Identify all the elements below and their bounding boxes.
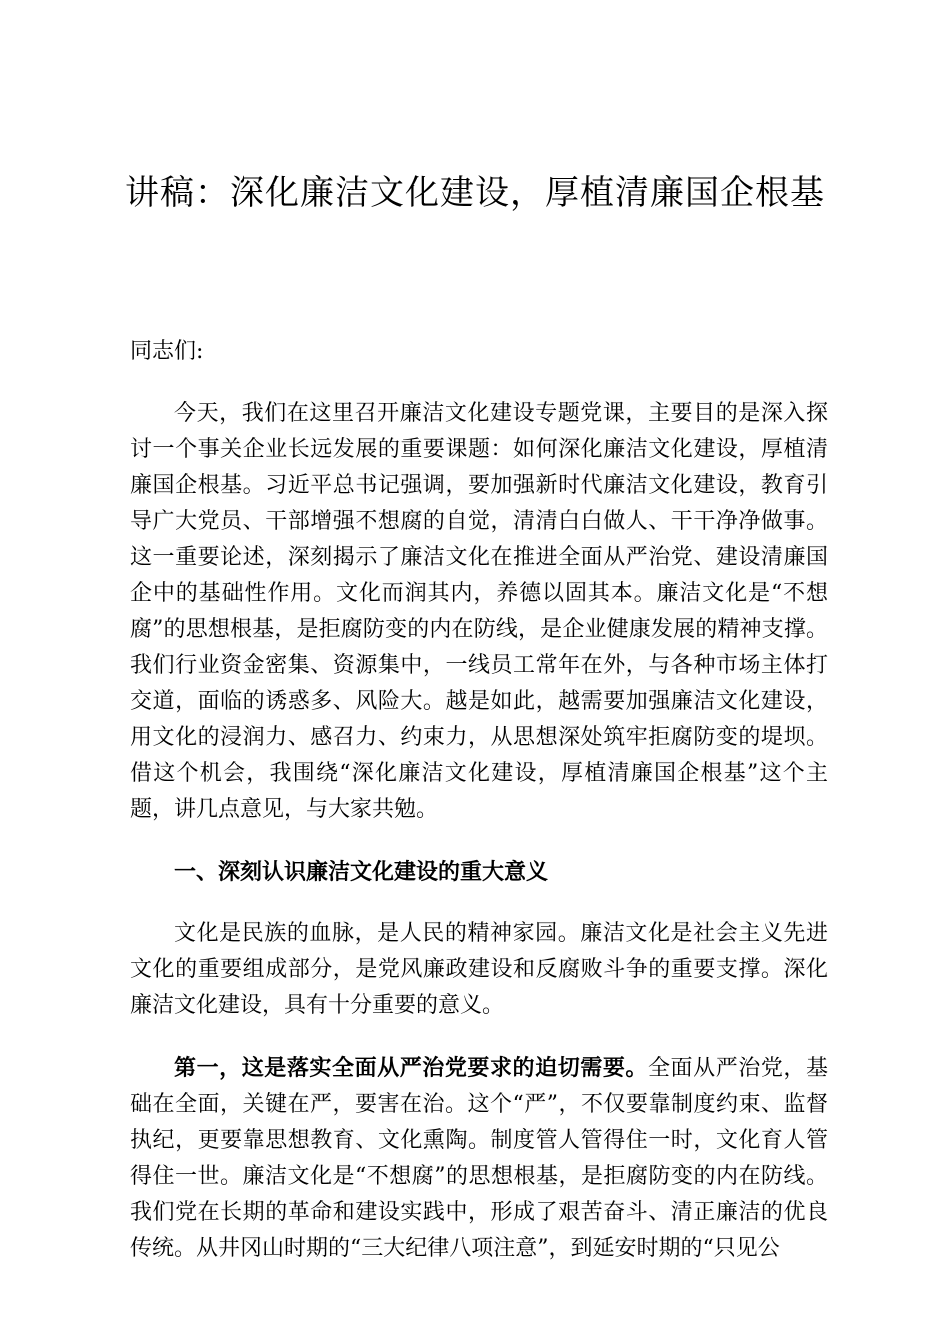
point-lead: 第一，这是落实全面从严治党要求的迫切需要。 [174, 1055, 648, 1081]
section-intro-paragraph: 文化是民族的血脉，是人民的精神家园。廉洁文化是社会主义先进文化的重要组成部分，是党风廉政建设和反腐败斗争的重要支撑。深化廉洁文化建设，具有十分重要的意义。 [130, 921, 828, 1018]
point-paragraph [130, 1050, 828, 1267]
salutation: 同志们: [130, 339, 204, 364]
point-text: 全面从严治党，基础在全面，关键在严，要害在治。这个“严”，不仅要靠制度约束、监督执纪，更要靠思想教育、文化熏陶。制度管人管得住一时，文化育人管得住一世。廉洁文化是“不想腐”的思想根基，是拒腐防变的内在防线。我们党在长期的革命和建设实践中，形成了艰苦奋斗、清正廉洁的优良传统。从井冈山时期的“三大纪律八项注意”，到延安时期的“只见公 [130, 1056, 828, 1261]
intro-paragraph: 今天，我们在这里召开廉洁文化建设专题党课，主要目的是深入探讨一个事关企业长远发展的重要课题：如何深化廉洁文化建设，厚植清廉国企根基。习近平总书记强调，要加强新时代廉洁文化建设，教育引导广大党员、干部增强不想腐的自觉，清清白白做人、干干净净做事。这一重要论述，深刻揭示了廉洁文化在推进全面从严治党、建设清廉国企中的基础性作用。文化而润其内，养德以固其本。廉洁文化是“不想腐”的思想根基，是拒腐防变的内在防线，是企业健康发展的精神支撑。我们行业资金密集、资源集中，一线员工常年在外，与各种市场主体打交道，面临的诱惑多、风险大。越是如此，越需要加强廉洁文化建设，用文化的浸润力、感召力、约束力，从思想深处筑牢拒腐防变的堤坝。借这个机会，我围绕“深化廉洁文化建设，厚植清廉国企根基”这个主题，讲几点意见，与大家共勉。 [130, 401, 828, 822]
section-heading: 一、深刻认识廉洁文化建设的重大意义 [174, 859, 549, 885]
document-title: 讲稿：深化廉洁文化建设，厚植清廉国企根基 [125, 173, 825, 213]
document-body [130, 334, 828, 1293]
